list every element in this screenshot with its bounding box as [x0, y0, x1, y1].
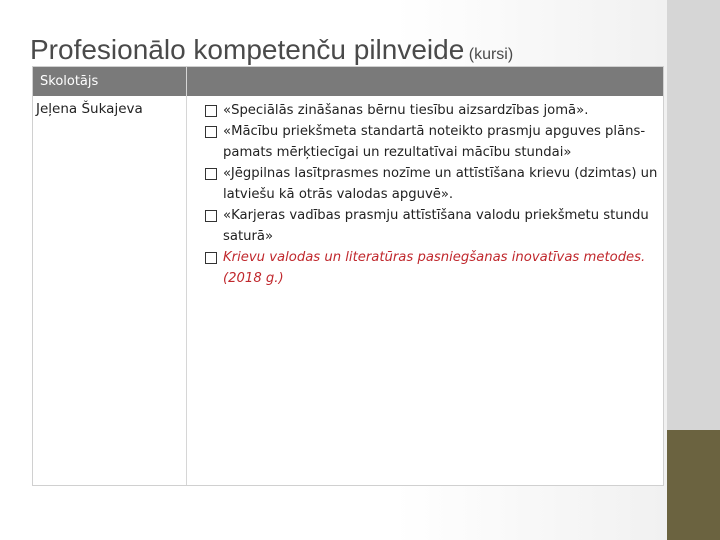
- list-item: [203, 121, 663, 163]
- course-text: «Mācību priekšmeta standartā noteikto prasmju apguves plāns-pamats mērķtiecīgai un rezultatīvai mācību stundai»: [223, 124, 646, 160]
- checkbox-icon: [205, 126, 217, 138]
- slide-title: [30, 34, 513, 66]
- courses-table: [32, 66, 664, 486]
- header-teacher: Skolotājs: [40, 74, 99, 89]
- checkbox-icon: [205, 252, 217, 264]
- list-item: [203, 100, 663, 121]
- slide-title-sub: (kursi): [468, 46, 514, 63]
- checkbox-icon: [205, 210, 217, 222]
- checkbox-icon: [205, 168, 217, 180]
- slide-title-main: Profesionālo kompetenču pilnveide: [30, 34, 465, 65]
- course-text: Krievu valodas un literatūras pasniegšanas inovatīvas metodes. (2018 g.): [223, 250, 646, 286]
- decorative-accent-bar: [667, 430, 720, 540]
- column-divider: [186, 67, 187, 485]
- decorative-side-panel: [667, 0, 720, 430]
- list-item: [203, 163, 663, 205]
- course-text: «Karjeras vadības prasmju attīstīšana valodu priekšmetu stundu saturā»: [223, 208, 649, 244]
- course-text: «Speciālās zināšanas bērnu tiesību aizsardzības jomā».: [223, 103, 589, 118]
- course-list: [203, 100, 663, 289]
- teacher-name: Jeļena Šukajeva: [36, 101, 143, 117]
- list-item: [203, 205, 663, 247]
- course-text: «Jēgpilnas lasītprasmes nozīme un attīstīšana krievu (dzimtas) un latviešu kā otrās valodas apguvē».: [223, 166, 658, 202]
- checkbox-icon: [205, 105, 217, 117]
- list-item-highlighted: [203, 247, 663, 289]
- table-header: [33, 67, 663, 96]
